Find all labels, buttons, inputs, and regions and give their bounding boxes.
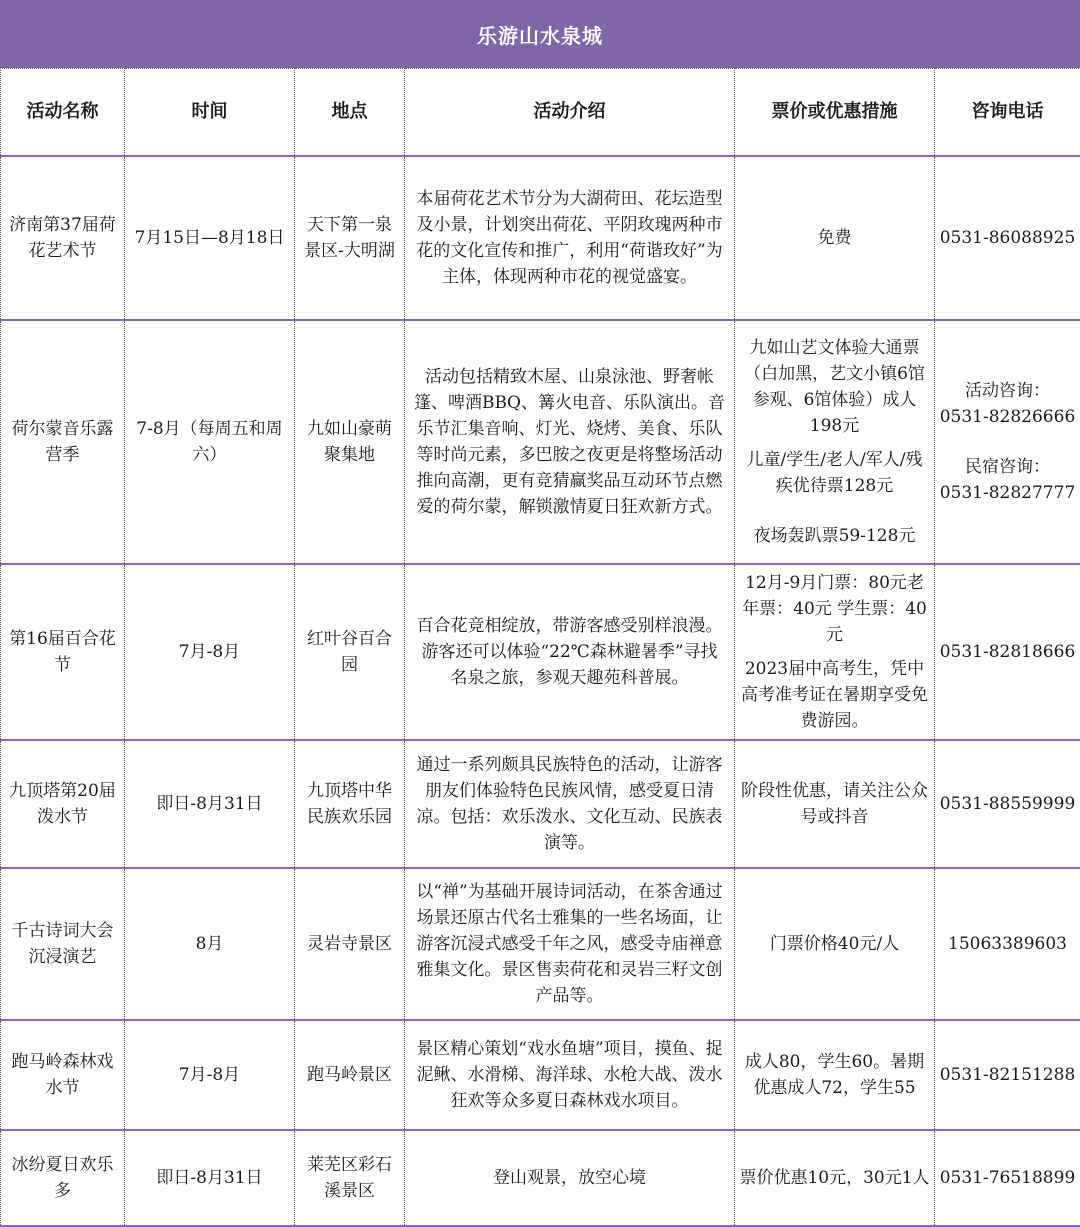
event-phone — [935, 868, 1080, 1020]
event-time: 7月15日—8月18日 — [125, 156, 295, 320]
table-row — [1, 320, 1080, 564]
header-row — [1, 69, 1080, 157]
price-line: 儿童/学生/老人/军人/残疾优待票128元 — [739, 447, 930, 499]
event-price — [735, 320, 935, 564]
header-place: 地点 — [295, 69, 405, 157]
event-time: 7-8月（每周五和周六） — [125, 320, 295, 564]
table-row — [1, 740, 1080, 868]
event-phone — [935, 1020, 1080, 1130]
event-place: 天下第一泉景区-大明湖 — [295, 156, 405, 320]
price-line: 12月-9月门票：80元老年票：40元 学生票：40元 — [739, 570, 930, 648]
event-name: 九顶塔第20届泼水节 — [1, 740, 125, 868]
table-row — [1, 868, 1080, 1020]
event-phone — [935, 156, 1080, 320]
event-price — [735, 868, 935, 1020]
header-intro: 活动介绍 — [405, 69, 735, 157]
event-phone — [935, 564, 1080, 740]
event-name: 第16届百合花节 — [1, 564, 125, 740]
table-title: 乐游山水泉城 — [0, 0, 1080, 68]
event-price — [735, 740, 935, 868]
event-price — [735, 564, 935, 740]
event-name: 跑马岭森林戏水节 — [1, 1020, 125, 1130]
table-row — [1, 564, 1080, 740]
event-name: 冰纷夏日欢乐多 — [1, 1130, 125, 1226]
phone-line: 15063389603 — [939, 931, 1076, 957]
event-intro: 景区精心策划“戏水鱼塘”项目，摸鱼、捉泥鳅、水滑梯、海洋球、水枪大战、泼水狂欢等众多夏日森林戏水项目。 — [405, 1020, 735, 1130]
phone-line: 0531-88559999 — [939, 791, 1076, 817]
event-price — [735, 1020, 935, 1130]
event-intro: 百合花竞相绽放，带游客感受别样浪漫。游客还可以体验“22℃森林避暑季”寻找名泉之旅，参观天趣苑科普展。 — [405, 564, 735, 740]
event-time: 即日-8月31日 — [125, 740, 295, 868]
event-name: 荷尔蒙音乐露营季 — [1, 320, 125, 564]
phone-line: 活动咨询： — [939, 378, 1076, 404]
phone-line: 0531-86088925 — [939, 225, 1076, 251]
event-place: 红叶谷百合园 — [295, 564, 405, 740]
event-intro: 登山观景，放空心境 — [405, 1130, 735, 1226]
phone-line: 0531-82827777 — [939, 480, 1076, 506]
header-phone: 咨询电话 — [935, 69, 1080, 157]
header-name: 活动名称 — [1, 69, 125, 157]
event-intro: 活动包括精致木屋、山泉泳池、野奢帐篷、啤酒BBQ、篝火电音、乐队演出。音乐节汇集音响、灯光、烧烤、美食、乐队等时尚元素，多巴胺之夜更是将整场活动推向高潮，更有竞猜赢奖品互动环节点燃爱的荷尔蒙，解锁激情夏日狂欢新方式。 — [405, 320, 735, 564]
event-time: 即日-8月31日 — [125, 1130, 295, 1226]
event-price — [735, 1130, 935, 1226]
table-row — [1, 156, 1080, 320]
price-line: 免费 — [739, 225, 930, 251]
event-time: 8月 — [125, 868, 295, 1020]
table-row — [1, 1020, 1080, 1130]
event-intro: 通过一系列颇具民族特色的活动，让游客朋友们体验特色民族风情，感受夏日清凉。包括：欢乐泼水、文化互动、民族表演等。 — [405, 740, 735, 868]
price-line: 阶段性优惠，请关注公众号或抖音 — [739, 778, 930, 830]
event-intro: 本届荷花艺术节分为大湖荷田、花坛造型及小景，计划突出荷花、平阴玫瑰两种市花的文化宣传和推广，利用“荷谐玫好”为主体，体现两种市花的视觉盛宴。 — [405, 156, 735, 320]
event-time: 7月-8月 — [125, 564, 295, 740]
price-line: 夜场轰趴票59-128元 — [739, 523, 930, 549]
price-line: 九如山艺文体验大通票（白加黑，艺文小镇6馆参观、6馆体验）成人198元 — [739, 335, 930, 439]
price-line: 2023届中高考生，凭中高考准考证在暑期享受免费游园。 — [739, 656, 930, 734]
event-time: 7月-8月 — [125, 1020, 295, 1130]
event-phone — [935, 320, 1080, 564]
event-place: 九顶塔中华民族欢乐园 — [295, 740, 405, 868]
events-table — [0, 68, 1080, 1227]
header-time: 时间 — [125, 69, 295, 157]
event-place: 九如山豪萌聚集地 — [295, 320, 405, 564]
event-name: 千古诗词大会沉浸演艺 — [1, 868, 125, 1020]
price-line: 成人80，学生60。暑期优惠成人72，学生55 — [739, 1049, 930, 1101]
phone-line: 民宿咨询： — [939, 454, 1076, 480]
phone-line: 0531-82818666 — [939, 639, 1076, 665]
event-phone — [935, 740, 1080, 868]
price-line: 票价优惠10元，30元1人 — [739, 1165, 930, 1191]
header-price: 票价或优惠措施 — [735, 69, 935, 157]
phone-line: 0531-76518899 — [939, 1165, 1076, 1191]
event-place: 莱芜区彩石溪景区 — [295, 1130, 405, 1226]
phone-line: 0531-82826666 — [939, 404, 1076, 430]
phone-line: 0531-82151288 — [939, 1062, 1076, 1088]
event-place: 跑马岭景区 — [295, 1020, 405, 1130]
event-intro: 以“禅”为基础开展诗词活动，在茶舍通过场景还原古代名士雅集的一些名场面，让游客沉浸式感受千年之风，感受寺庙禅意雅集文化。景区售卖荷花和灵岩三籽文创产品等。 — [405, 868, 735, 1020]
price-line: 门票价格40元/人 — [739, 931, 930, 957]
event-phone — [935, 1130, 1080, 1226]
event-name: 济南第37届荷花艺术节 — [1, 156, 125, 320]
event-price — [735, 156, 935, 320]
table-row — [1, 1130, 1080, 1226]
event-place: 灵岩寺景区 — [295, 868, 405, 1020]
